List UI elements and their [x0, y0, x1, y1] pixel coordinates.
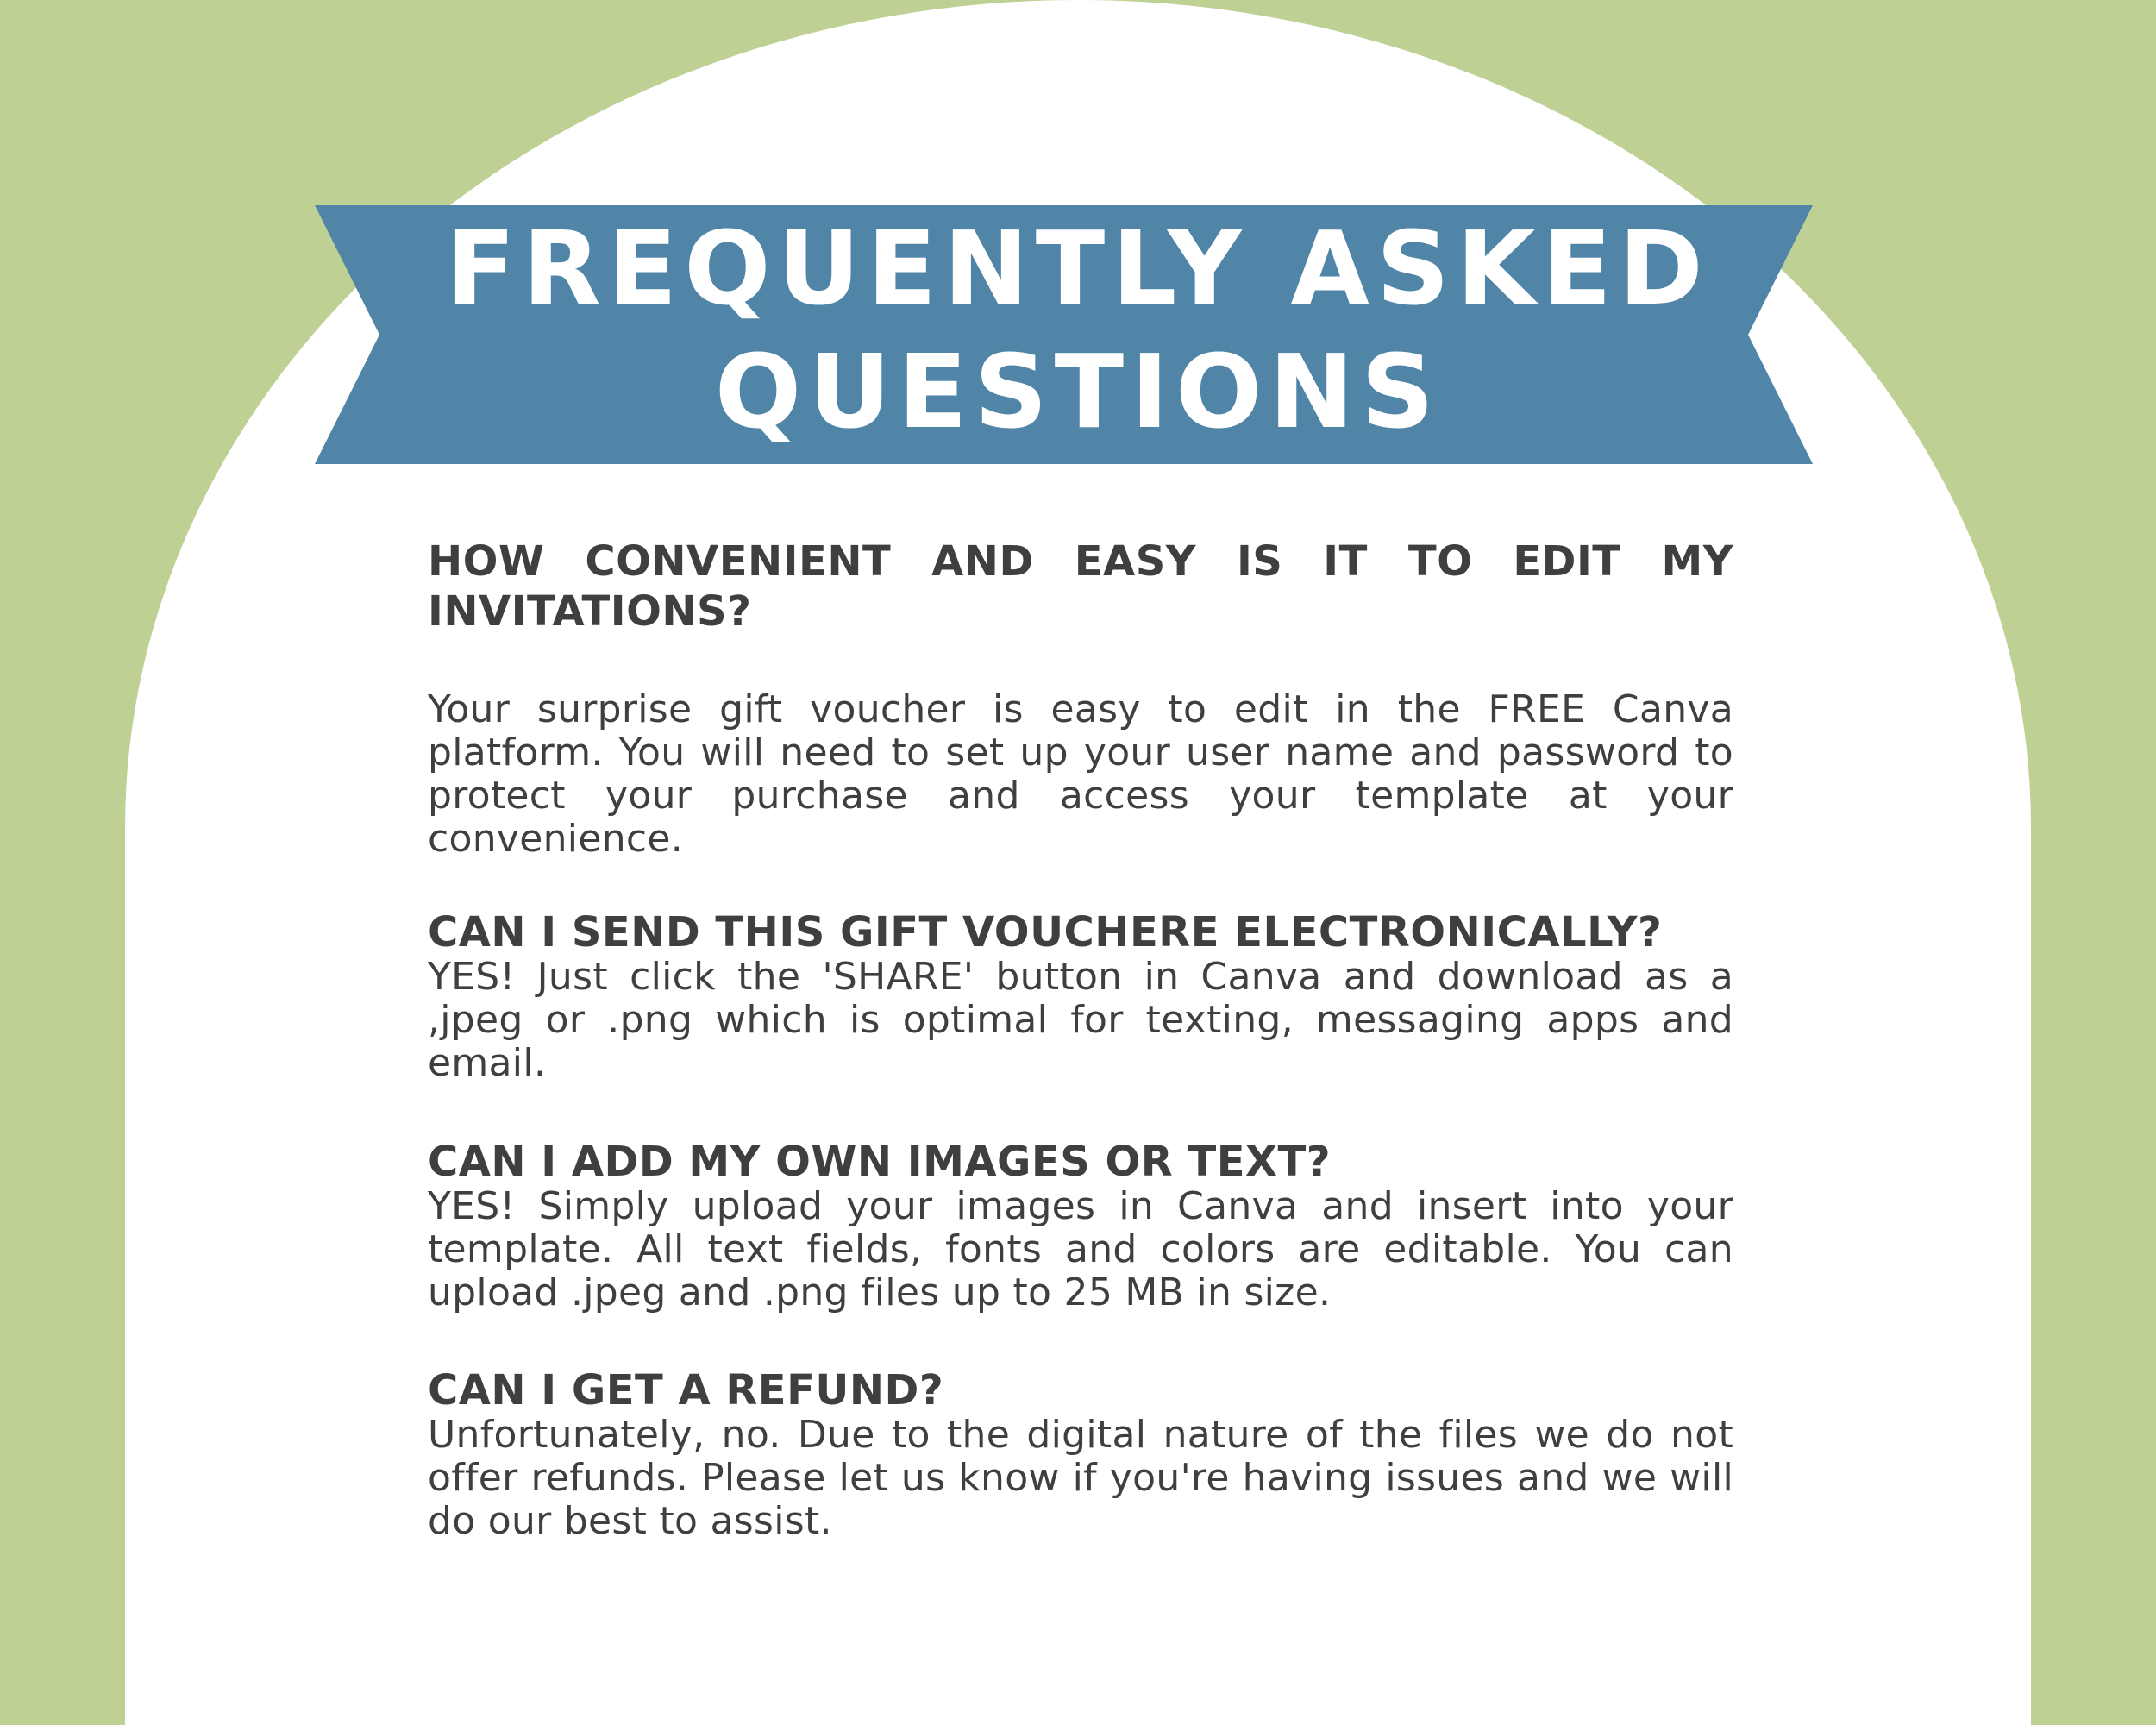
faq-answer: YES! Simply upload your images in Canva and insert into your template. All text fields, fonts and colors are editable. You can upload .jpeg and .png files up to 25 MB in size.: [428, 1184, 1733, 1314]
faq-answer: Your surprise gift voucher is easy to edit in the FREE Canva platform. You will need to set up your user name and password to protect your purchase and access your template at your convenience.: [428, 687, 1733, 861]
faq-answer: YES! Just click the 'SHARE' button in Canva and download as a ,jpeg or .png which is optimal for texting, messaging apps and email.: [428, 955, 1733, 1085]
faq-question: CAN I SEND THIS GIFT VOUCHERE ELECTRONICALLY?: [428, 908, 1663, 957]
faq-question: HOW CONVENIENT AND EASY IS IT TO EDIT MY INVITATIONS?: [428, 537, 1733, 636]
faq-item-refund: [428, 1365, 1733, 1543]
faq-item-send-electronically: [428, 907, 1733, 1085]
faq-item-edit-convenience: [428, 536, 1733, 861]
banner-title-line-2: QUESTIONS: [714, 332, 1442, 451]
banner-title-line-1: FREQUENTLY ASKED: [446, 209, 1710, 328]
faq-item-add-images-text: [428, 1137, 1733, 1314]
faq-question: CAN I ADD MY OWN IMAGES OR TEXT?: [428, 1138, 1332, 1186]
faq-question: CAN I GET A REFUND?: [428, 1366, 944, 1414]
faq-answer: Unfortunately, no. Due to the digital nature of the files we do not offer refunds. Please let us know if you're having issues and we will do our best to assist.: [428, 1413, 1733, 1543]
